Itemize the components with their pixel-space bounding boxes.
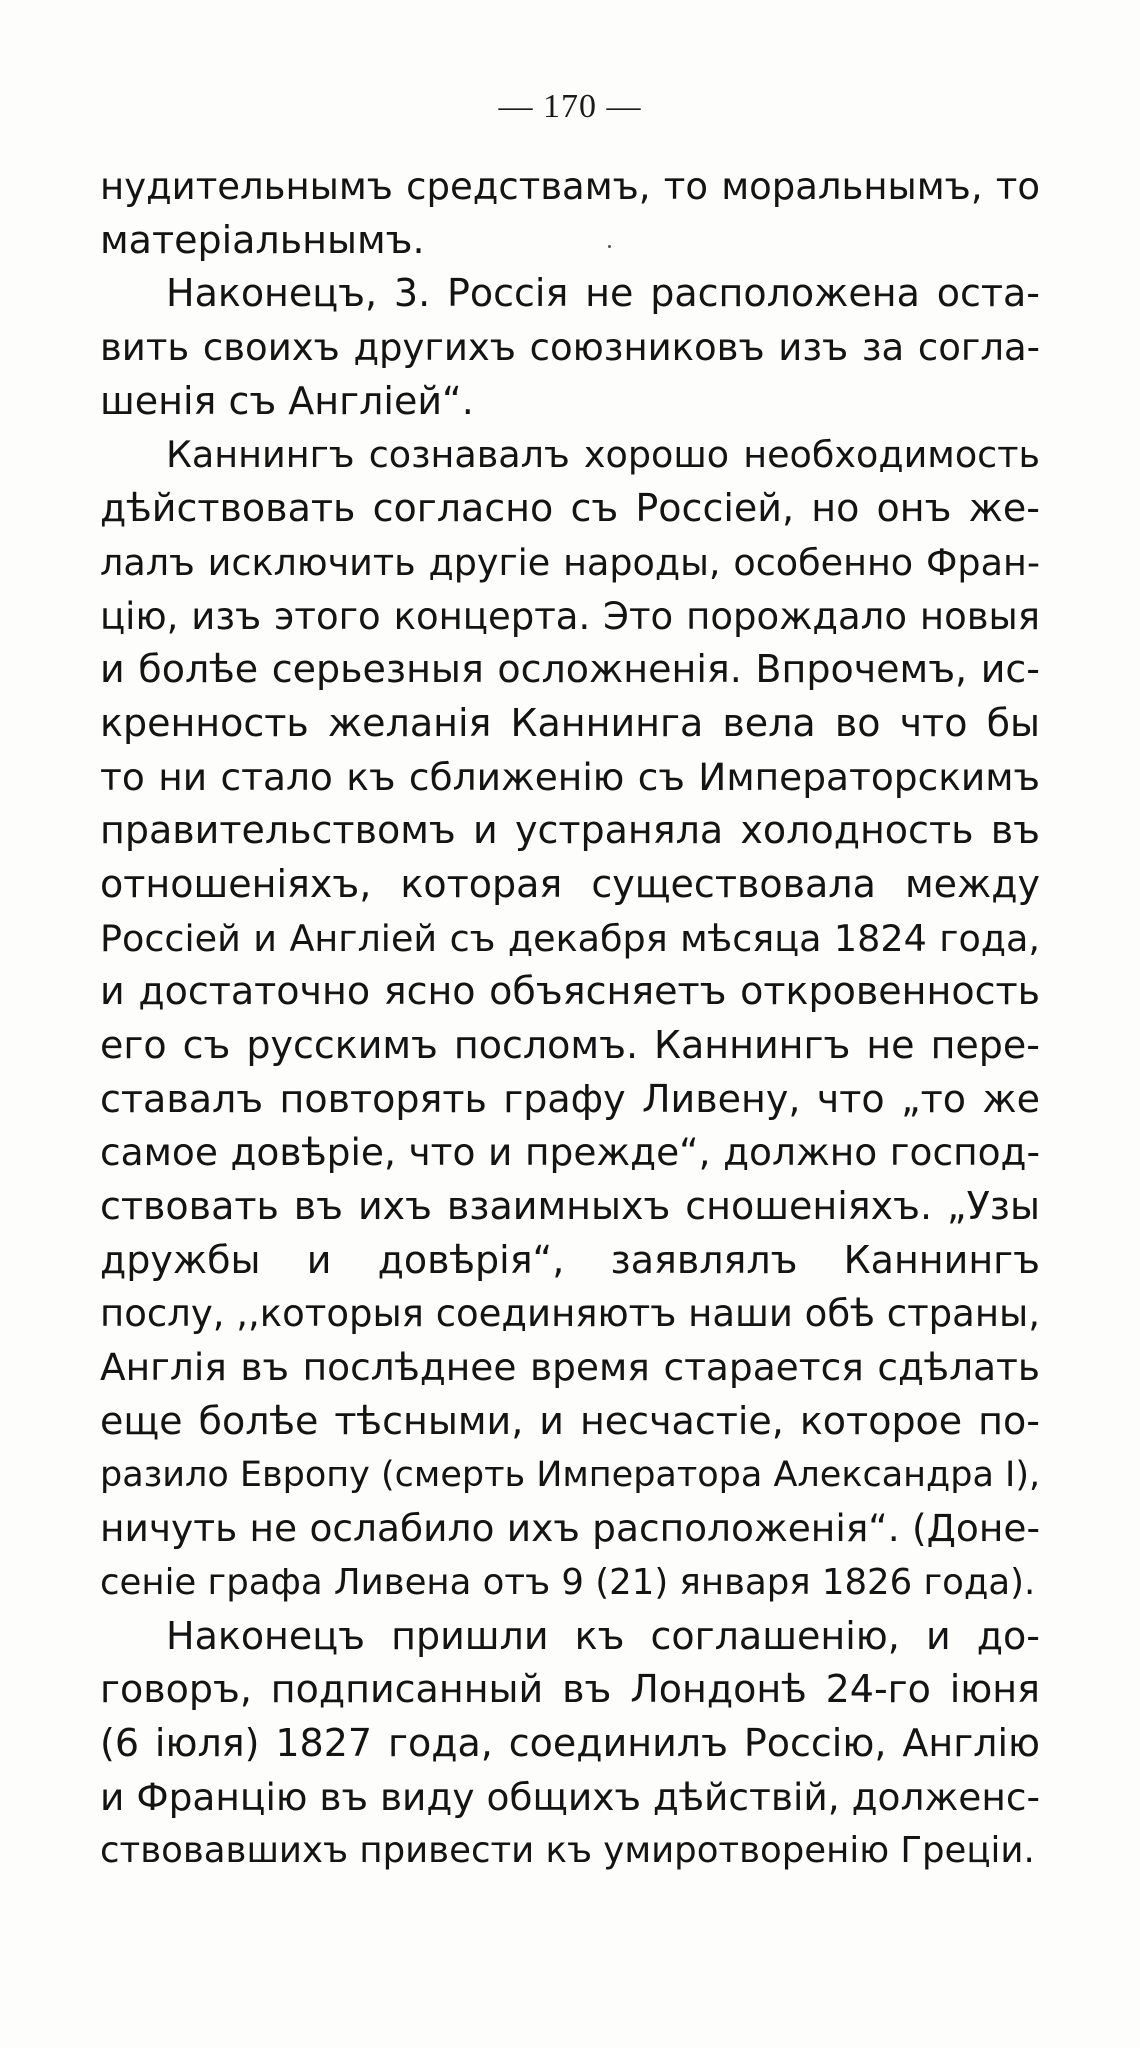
page-number: — 170 —: [498, 88, 642, 125]
text-line: Каннингъ сознавалъ хорошо необходимость: [166, 433, 1040, 477]
text-line: ствовать въ ихъ взаимныхъ сношеніяхъ. „Узы: [100, 1184, 1040, 1229]
text-line: лалъ исключить другіе народы, особенно Фран-: [100, 540, 1040, 584]
text-line: правительствомъ и устраняла холодность въ: [100, 808, 1040, 853]
text-line: вить своихъ другихъ союзниковъ изъ за согла-: [100, 326, 1040, 370]
text-line: ствовавшихъ привести къ умиротворенію Греціи.: [100, 1830, 1035, 1872]
text-line: говоръ, подписанный въ Лондонѣ 24-го іюня: [100, 1667, 1040, 1712]
text-line: самое довѣріе, что и прежде“, должно господ-: [100, 1130, 1040, 1175]
body-text: [100, 160, 1040, 1878]
text-line: его съ русскимъ посломъ. Каннингъ не пере-: [100, 1023, 1040, 1067]
text-line: ставалъ повторять графу Ливену, что „то же: [100, 1076, 1040, 1121]
text-line: (6 іюля) 1827 года, соединилъ Россію, Англію: [100, 1720, 1040, 1765]
text-line: и достаточно ясно объясняетъ откровенность: [100, 969, 1040, 1014]
text-line: дружбы и довѣрія“, заявлялъ Каннингъ: [100, 1237, 1040, 1282]
text-line: отношеніяхъ, которая существовала между: [100, 861, 1040, 906]
text-line: то ни стало къ сближенію съ Императорскимъ: [100, 754, 1040, 799]
text-line: еще болѣе тѣсными, и несчастіе, которое по-: [100, 1398, 1040, 1443]
text-line: Наконецъ, 3. Россія не расположена оста-: [166, 271, 1040, 316]
text-line: дѣйствовать согласно съ Россіей, но онъ же-: [100, 486, 1040, 531]
text-line: ничуть не ослабило ихъ расположенія“. (Доне-: [100, 1506, 1040, 1551]
text-line: шенія съ Англіей“.: [100, 378, 474, 423]
text-line: Наконецъ пришли къ соглашенію, и до-: [166, 1613, 1040, 1658]
text-line: сеніе графа Ливена отъ 9 (21) января 1826 года).: [100, 1561, 1036, 1603]
text-line: Россіей и Англіей съ декабря мѣсяца 1824 года,: [100, 916, 1040, 960]
text-line: кренность желанія Каннинга вела во что бы: [100, 700, 1040, 745]
text-line: нудительнымъ средствамъ, то моральнымъ, то: [100, 165, 1040, 208]
text-line: послу, ,,которыя соединяютъ наши обѣ страны,: [100, 1292, 1040, 1336]
text-line: и Францію въ виду общихъ дѣйствій, долженс-: [100, 1774, 1040, 1819]
text-line: цію, изъ этого концерта. Это порождало новыя: [100, 594, 1040, 638]
text-line: матеріальнымъ.: [100, 217, 425, 262]
text-line: Англія въ послѣднее время старается сдѣлать: [100, 1345, 1040, 1390]
text-line: разило Европу (смерть Императора Александра I),: [100, 1454, 1041, 1495]
text-line: и болѣе серьезныя осложненія. Впрочемъ, ис-: [100, 647, 1040, 692]
